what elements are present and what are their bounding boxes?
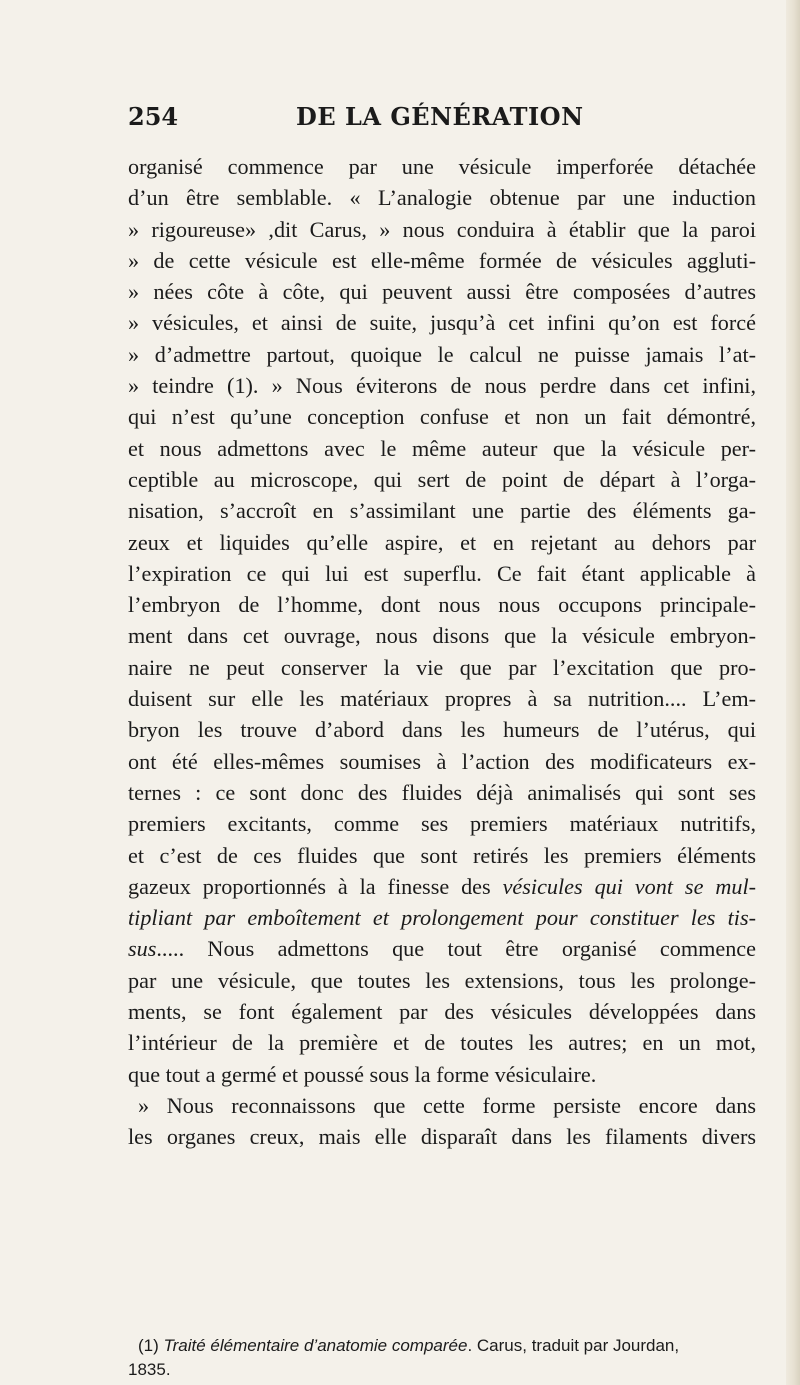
text-roman: gazeux proportionnés à la finesse des [128,873,503,899]
page-edge [786,0,800,1385]
text-line: » nées côte à côte, qui peuvent aussi être composées d’autres [128,279,756,305]
text-line: ments, se font également par des vésicules développées dans [128,999,756,1025]
text-line: organisé commence par une vésicule imperforée détachée [128,154,756,179]
text-line: ternes : ce sont donc des fluides déjà animalisés qui sont ses [128,779,756,805]
text-line: l’expiration ce qui lui est superflu. Ce fait étant applicable à [128,560,756,586]
text-line: » vésicules, et ainsi de suite, jusqu’à cet infini qu’on est forcé [128,310,756,336]
text-line: » rigoureuse» ,dit Carus, » nous conduira à établir que la paroi [128,216,756,242]
text-italic: sus [128,936,157,962]
paragraph-start-line: » Nous reconnaissons que cette forme persiste encore dans [138,1092,756,1118]
footnote-year: 1835. [128,1360,171,1379]
footnote-title: Traité élémentaire d’anatomie comparée [163,1336,468,1355]
text-line: ment dans cet ouvrage, nous disons que la vésicule embryon- [128,623,756,649]
footnote-marker: (1) [138,1336,164,1355]
text-line: et c’est de ces fluides que sont retirés les premiers éléments [128,842,756,868]
text-line-mixed [128,871,756,902]
footnote-citation: . Carus, traduit par Jourdan, [467,1336,680,1355]
paragraph-end-line: que tout a germé et poussé sous la forme vésiculaire. [128,1061,597,1087]
text-line: zeux et liquides qu’elle aspire, et en rejetant au dehors par [128,529,756,555]
text-italic: tipliant par emboîtement et prolongement pour constituer les tis- [128,905,756,931]
page-header [128,102,608,138]
running-head: DE LA GÉNÉRATION [296,102,584,131]
text-line: ceptible au microscope, qui sert de point de départ à l’orga- [128,466,756,492]
text-line: naire ne peut conserver la vie que par l’excitation que pro- [128,654,756,680]
text-line: » d’admettre partout, quoique le calcul ne puisse jamais l’at- [128,341,756,367]
text-line: duisent sur elle les matériaux propres à sa nutrition.... L’em- [128,686,756,712]
page-number: 254 [128,102,179,131]
text-line: » de cette vésicule est elle-même formée de vésicules aggluti- [128,247,756,273]
body-text [128,151,756,1153]
text-italic: vésicules qui vont se mul- [502,873,756,899]
text-line: » teindre (1). » Nous éviterons de nous perdre dans cet infini, [128,373,756,399]
text-line: l’intérieur de la première et de toutes les autres; en un mot, [128,1030,756,1056]
text-line: l’embryon de l’homme, dont nous nous occupons principale- [128,592,756,618]
text-roman: ..... Nous admettons que tout être organisé commence [156,936,756,962]
text-line: ont été elles-mêmes soumises à l’action des modificateurs ex- [128,748,756,774]
text-line-italic [128,902,756,933]
text-line-mixed [128,933,756,964]
text-line: par une vésicule, que toutes les extensions, tous les prolonge- [128,967,756,993]
text-line: qui n’est qu’une conception confuse et non un fait démontré, [128,404,756,430]
text-line: nisation, s’accroît en s’assimilant une partie des éléments ga- [128,498,756,524]
text-line: premiers excitants, comme ses premiers matériaux nutritifs, [128,811,756,837]
footnote [128,1334,756,1382]
text-line: et nous admettons avec le même auteur que la vésicule per- [128,435,756,461]
text-line: d’un être semblable. « L’analogie obtenue par une induction [128,185,756,211]
footnote-line [128,1334,756,1358]
text-line: les organes creux, mais elle disparaît dans les filaments divers [128,1124,756,1150]
text-line: bryon les trouve d’abord dans les humeurs de l’utérus, qui [128,717,756,743]
